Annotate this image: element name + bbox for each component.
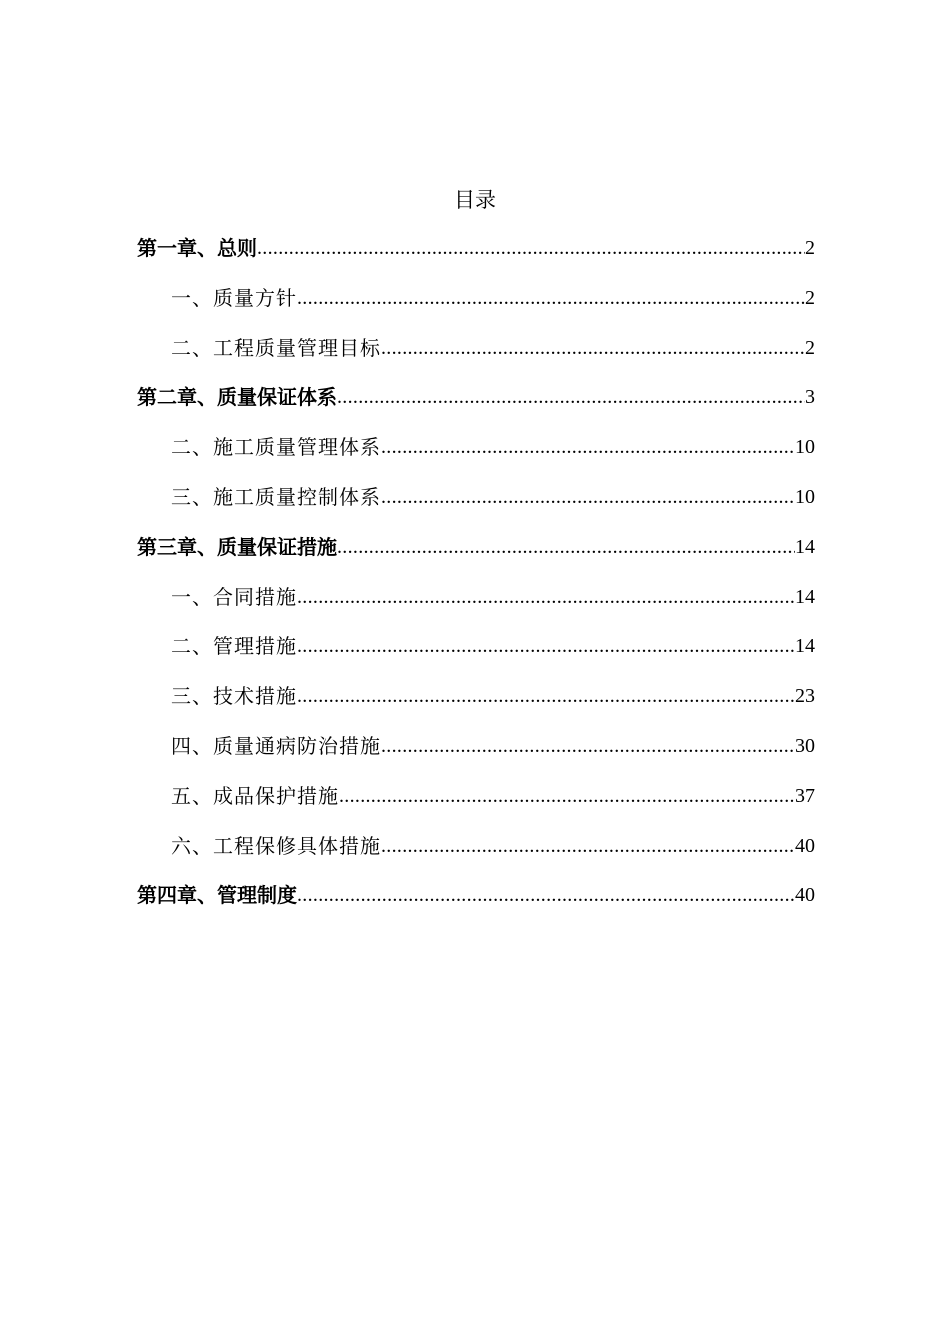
toc-page-number: 2 [805,237,815,259]
toc-dot-leader [339,781,795,811]
toc-dot-leader [381,731,795,761]
toc-entry-section[interactable] [137,631,815,681]
toc-page-number: 14 [795,585,815,608]
toc-entry-section[interactable] [137,432,815,482]
toc-entry-section[interactable] [137,482,815,532]
toc-page-number: 3 [805,386,815,409]
toc-entry-label: 第二章、质量保证体系 [137,385,337,410]
table-of-contents [137,233,815,930]
toc-entry-section[interactable] [137,681,815,731]
toc-page-number: 10 [795,485,815,508]
toc-entry-section[interactable] [137,582,815,632]
toc-dot-leader [381,482,795,512]
toc-page-number: 10 [795,436,815,459]
toc-entry-section[interactable] [137,731,815,781]
toc-dot-leader [297,283,805,313]
toc-entry-label: 三、施工质量控制体系 [171,484,381,509]
toc-page-number: 23 [795,685,815,708]
toc-dot-leader [297,631,795,661]
toc-dot-leader [381,831,795,861]
toc-entry-label: 二、施工质量管理体系 [171,435,381,460]
toc-entry-chapter-2[interactable] [137,382,815,432]
toc-entry-label: 五、成品保护措施 [171,783,339,808]
toc-entry-label: 二、管理措施 [171,634,297,659]
toc-dot-leader [381,432,795,462]
toc-page-number: 40 [795,884,815,907]
toc-title: 目录 [454,188,496,212]
toc-entry-label: 第一章、总则 [137,236,257,260]
toc-dot-leader [337,532,795,562]
toc-page-number: 14 [795,635,815,658]
toc-dot-leader [257,233,805,263]
toc-entry-label: 第三章、质量保证措施 [137,534,337,559]
toc-entry-label: 一、质量方针 [171,285,297,310]
toc-page-number: 14 [795,535,815,558]
toc-dot-leader [297,880,795,910]
toc-entry-label: 二、工程质量管理目标 [171,335,381,360]
toc-entry-section[interactable] [137,831,815,881]
toc-page-number: 2 [805,336,815,359]
toc-entry-chapter-3[interactable] [137,532,815,582]
toc-page-number: 30 [795,734,815,757]
toc-entry-label: 三、技术措施 [171,684,297,709]
toc-entry-label: 一、合同措施 [171,584,297,609]
toc-page-number: 40 [795,834,815,857]
toc-page-number: 2 [805,286,815,309]
toc-dot-leader [381,333,805,363]
toc-dot-leader [297,582,795,612]
toc-entry-section[interactable] [137,333,815,383]
toc-entry-chapter-1[interactable] [137,233,815,283]
toc-dot-leader [337,382,805,412]
toc-page-number: 37 [795,784,815,807]
toc-dot-leader [297,681,795,711]
toc-entry-label: 六、工程保修具体措施 [171,833,381,858]
toc-entry-label: 四、质量通病防治措施 [171,733,381,758]
toc-entry-label: 第四章、管理制度 [137,883,297,908]
toc-entry-chapter-4[interactable] [137,880,815,930]
toc-entry-section[interactable] [137,781,815,831]
toc-entry-section[interactable] [137,283,815,333]
